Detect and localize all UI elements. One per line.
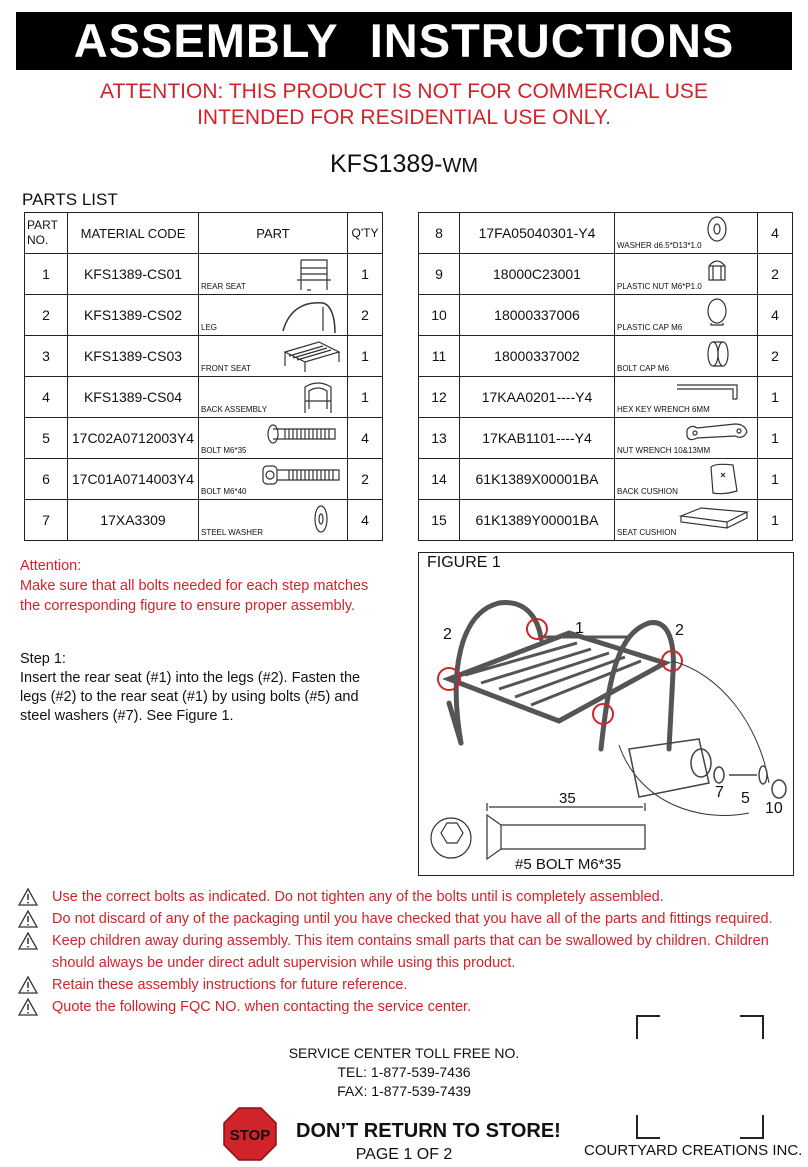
model-prefix: KFS1389- — [329, 150, 443, 178]
step-1-instructions — [20, 650, 400, 726]
attention-line: Make sure that all bolts needed for each step matches — [20, 578, 369, 594]
material-code: 17KAB1101----Y4 — [460, 418, 615, 459]
material-code: 18000337002 — [460, 336, 615, 377]
quantity: 2 — [758, 254, 793, 295]
stop-sign-text: STOP — [229, 1127, 271, 1144]
notice-item — [18, 886, 793, 908]
material-code: 18000337006 — [460, 295, 615, 336]
table-row — [25, 336, 383, 377]
plastic-nut-icon — [703, 256, 753, 286]
part-cell — [199, 418, 348, 459]
table-row — [419, 295, 793, 336]
part-name: REAR SEAT — [201, 282, 246, 291]
notice-text: Keep children away during assembly. This item contains small parts that can be swallowed by children. Children should always be under direct adult supervision while using this product. — [52, 933, 769, 971]
quantity: 2 — [348, 295, 383, 336]
table-row — [419, 254, 793, 295]
material-code: 17XA3309 — [68, 500, 199, 541]
parts-list-label: PARTS LIST — [22, 190, 118, 209]
quantity: 1 — [758, 500, 793, 541]
back-assembly-icon — [293, 379, 343, 415]
quantity: 4 — [348, 500, 383, 541]
table-row — [419, 459, 793, 500]
dont-return-notice: DON’T RETURN TO STORE! — [296, 1120, 561, 1142]
material-code: KFS1389-CS04 — [68, 377, 199, 418]
hex-key-icon — [673, 379, 753, 403]
table-row — [25, 459, 383, 500]
part-name: HEX KEY WRENCH 6MM — [617, 405, 710, 414]
parts-table-header — [25, 213, 383, 254]
notice-text: Retain these assembly instructions for future reference. — [52, 977, 408, 993]
part-cell — [199, 377, 348, 418]
callout-2-left: 2 — [443, 626, 452, 643]
attention-note — [20, 556, 368, 616]
table-row — [25, 418, 383, 459]
part-no: 12 — [419, 377, 460, 418]
notice-item — [18, 974, 793, 996]
quantity: 1 — [348, 336, 383, 377]
step-title: Step 1: — [20, 651, 66, 667]
plastic-cap-icon — [703, 297, 753, 327]
part-no: 6 — [25, 459, 68, 500]
part-no: 3 — [25, 336, 68, 377]
part-no: 15 — [419, 500, 460, 541]
material-code: KFS1389-CS01 — [68, 254, 199, 295]
notice-text: Use the correct bolts as indicated. Do not tighten any of the bolts until is completely assembled. — [52, 889, 664, 905]
bolt-caption: #5 BOLT M6*35 — [515, 856, 622, 873]
part-cell — [615, 459, 758, 500]
dimension-label: 35 — [559, 790, 576, 807]
part-cell — [199, 336, 348, 377]
part-cell — [615, 336, 758, 377]
part-cell — [199, 295, 348, 336]
material-code: KFS1389-CS02 — [68, 295, 199, 336]
bolt-m6-35-drawing — [431, 803, 645, 859]
warning-triangle-icon — [18, 998, 38, 1016]
part-no: 4 — [25, 377, 68, 418]
callout-7: 7 — [715, 784, 724, 801]
company-name: COURTYARD CREATIONS INC. — [584, 1142, 803, 1159]
quantity: 4 — [758, 295, 793, 336]
notice-item — [18, 930, 793, 974]
warning-triangle-icon — [18, 888, 38, 906]
front-seat-icon — [279, 338, 343, 374]
part-name: STEEL WASHER — [201, 528, 264, 537]
seat-cushion-icon — [677, 502, 753, 532]
parts-table-left — [24, 212, 383, 541]
table-row — [419, 336, 793, 377]
safety-notices — [18, 886, 793, 1018]
warning-triangle-icon — [18, 976, 38, 994]
model-suffix: WM — [442, 155, 479, 177]
attention-line: the corresponding figure to ensure proper assembly. — [20, 598, 356, 614]
warning-triangle-icon — [18, 932, 38, 950]
part-name: BOLT M6*35 — [201, 446, 247, 455]
part-cell — [615, 295, 758, 336]
material-code: 18000C23001 — [460, 254, 615, 295]
callout-2-right: 2 — [675, 622, 684, 639]
part-no: 10 — [419, 295, 460, 336]
washer-icon — [293, 502, 343, 536]
table-row — [419, 213, 793, 254]
service-title: SERVICE CENTER TOLL FREE NO. — [288, 1045, 520, 1061]
quantity: 4 — [348, 418, 383, 459]
part-name: NUT WRENCH 10&13MM — [617, 446, 711, 455]
parts-table-right — [418, 212, 793, 541]
header-part: PART — [199, 213, 348, 254]
table-row — [25, 254, 383, 295]
part-name: PLASTIC NUT M6*P1.0 — [617, 282, 702, 291]
quantity: 1 — [348, 254, 383, 295]
commercial-use-warning-line2: INTENDED FOR RESIDENTIAL USE ONLY. — [197, 106, 611, 129]
callout-10: 10 — [765, 800, 783, 817]
notice-item — [18, 908, 793, 930]
callout-5: 5 — [741, 790, 750, 807]
table-row — [419, 500, 793, 541]
material-code: 17KAA0201----Y4 — [460, 377, 615, 418]
part-cell — [199, 459, 348, 500]
part-no: 9 — [419, 254, 460, 295]
part-no: 11 — [419, 336, 460, 377]
quantity: 1 — [758, 418, 793, 459]
assembly-diagram — [419, 553, 793, 875]
notice-text: Quote the following FQC NO. when contacting the service center. — [52, 999, 472, 1015]
page-number: PAGE 1 OF 2 — [355, 1146, 453, 1163]
quantity: 2 — [348, 459, 383, 500]
part-name: FRONT SEAT — [201, 364, 251, 373]
washer-icon — [703, 215, 753, 245]
part-cell — [199, 500, 348, 541]
nut-wrench-icon — [681, 420, 753, 446]
material-code: 17C02A0712003Y4 — [68, 418, 199, 459]
bolt-icon — [259, 461, 343, 491]
service-fax: FAX: 1-877-539-7439 — [337, 1083, 471, 1099]
quantity: 2 — [758, 336, 793, 377]
part-no: 1 — [25, 254, 68, 295]
rear-seat-icon — [293, 256, 343, 292]
table-row — [419, 377, 793, 418]
part-cell — [615, 213, 758, 254]
quantity: 1 — [758, 377, 793, 418]
header-material-code: MATERIAL CODE — [68, 213, 199, 254]
part-name: BOLT M6*40 — [201, 487, 247, 496]
service-center-info — [0, 1044, 808, 1101]
callout-1: 1 — [575, 620, 584, 637]
figure-1 — [418, 552, 794, 876]
figure-label: FIGURE 1 — [427, 554, 501, 571]
part-cell — [615, 377, 758, 418]
part-cell — [615, 254, 758, 295]
notice-text: Do not discard of any of the packaging until you have checked that you have all of the parts and fittings required. — [52, 911, 773, 927]
material-code: 61K1389X00001BA — [460, 459, 615, 500]
part-name: LEG — [201, 323, 218, 332]
part-no: 2 — [25, 295, 68, 336]
part-name: BACK ASSEMBLY — [201, 405, 268, 414]
page-title: ASSEMBLY INSTRUCTIONS — [16, 12, 792, 70]
part-name: BACK CUSHION — [617, 487, 678, 496]
part-name: PLASTIC CAP M6 — [617, 323, 683, 332]
part-cell — [199, 254, 348, 295]
part-no: 7 — [25, 500, 68, 541]
table-row — [25, 377, 383, 418]
part-no: 14 — [419, 459, 460, 500]
material-code: 17FA05040301-Y4 — [460, 213, 615, 254]
quantity: 1 — [348, 377, 383, 418]
part-name: WASHER d6.5*D13*1.0 — [617, 241, 702, 250]
model-number — [0, 150, 808, 179]
part-name: BOLT CAP M6 — [617, 364, 670, 373]
part-no: 8 — [419, 213, 460, 254]
step-line: Insert the rear seat (#1) into the legs (#2). Fasten the — [20, 670, 361, 686]
step-line: steel washers (#7). See Figure 1. — [20, 708, 234, 724]
warning-triangle-icon — [18, 910, 38, 928]
quantity: 1 — [758, 459, 793, 500]
material-code: 17C01A0714003Y4 — [68, 459, 199, 500]
part-no: 5 — [25, 418, 68, 459]
bolt-icon — [263, 420, 343, 450]
part-name: SEAT CUSHION — [617, 528, 677, 537]
commercial-use-warning-line1: ATTENTION: THIS PRODUCT IS NOT FOR COMMERCIAL USE — [100, 80, 708, 103]
attention-title: Attention: — [20, 558, 82, 574]
part-no: 13 — [419, 418, 460, 459]
material-code: KFS1389-CS03 — [68, 336, 199, 377]
rear-seat-drawing — [449, 633, 665, 721]
service-tel: TEL: 1-877-539-7436 — [337, 1064, 471, 1080]
part-cell — [615, 418, 758, 459]
right-leg-drawing — [601, 623, 673, 749]
part-cell — [615, 500, 758, 541]
table-row — [419, 418, 793, 459]
step-line: legs (#2) to the rear seat (#1) by using bolts (#5) and — [20, 689, 359, 705]
header-part-no: PART NO. — [25, 213, 68, 254]
table-row — [25, 500, 383, 541]
back-cushion-icon — [703, 461, 753, 497]
bolt-cap-icon — [703, 338, 753, 370]
quantity: 4 — [758, 213, 793, 254]
material-code: 61K1389Y00001BA — [460, 500, 615, 541]
leg-icon — [279, 297, 343, 333]
header-qty: Q'TY — [348, 213, 383, 254]
table-row — [25, 295, 383, 336]
